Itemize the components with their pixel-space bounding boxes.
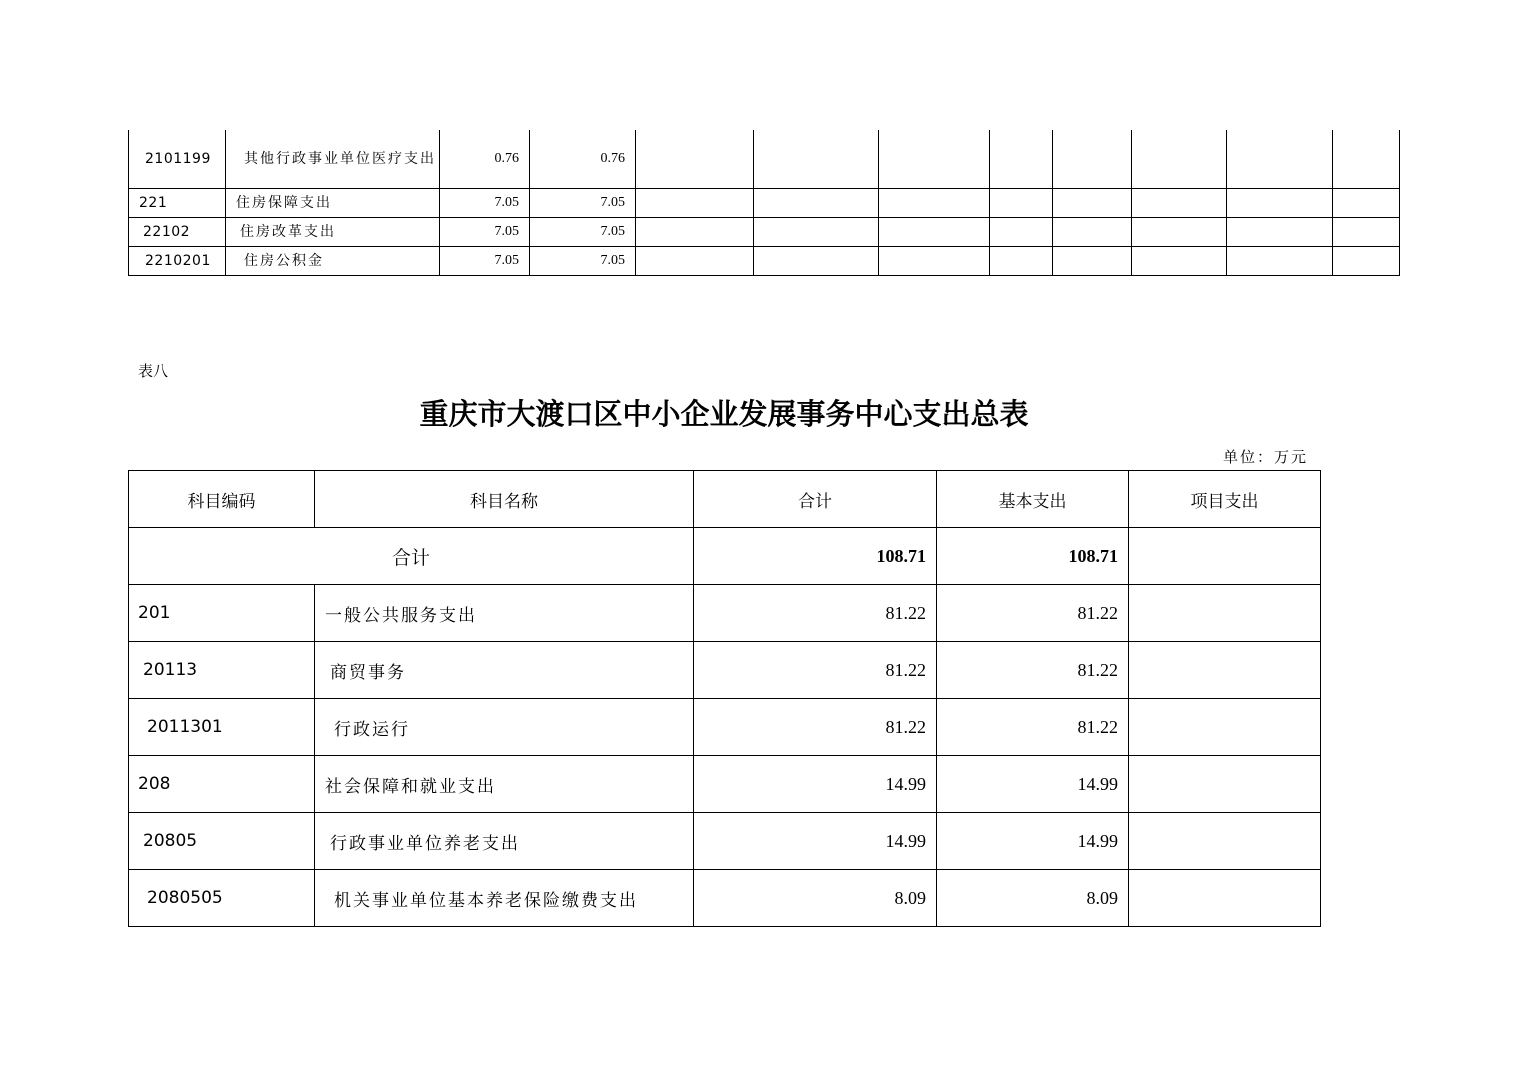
header-code: 科目编码 [129,471,315,528]
row-code: 20805 [129,813,315,870]
row-name: 社会保障和就业支出 [315,756,694,813]
row-name: 机关事业单位基本养老保险缴费支出 [315,870,694,927]
table-row [129,246,1400,275]
row-total: 8.09 [694,870,937,927]
row-total: 81.22 [694,699,937,756]
page-title: 重庆市大渡口区中小企业发展事务中心支出总表 [419,397,1029,431]
row-basic: 7.05 [530,246,636,275]
table-row [129,642,1321,699]
row-basic: 8.09 [937,870,1129,927]
row-total: 0.76 [440,130,530,188]
row-code: 20113 [129,642,315,699]
row-name: 住房公积金 [226,246,440,275]
row-project [1129,813,1321,870]
row-total: 7.05 [440,188,530,217]
row-code: 221 [129,188,226,217]
row-total: 7.05 [440,217,530,246]
row-name: 一般公共服务支出 [315,585,694,642]
continued-expense-table [128,130,1400,276]
header-name: 科目名称 [315,471,694,528]
row-total: 14.99 [694,756,937,813]
row-project [1129,699,1321,756]
row-total: 7.05 [440,246,530,275]
row-total: 81.22 [694,585,937,642]
row-project [1129,585,1321,642]
table-row [129,699,1321,756]
row-total: 81.22 [694,642,937,699]
total-project [1129,528,1321,585]
header-total: 合计 [694,471,937,528]
expense-summary-table [128,470,1321,927]
row-basic: 7.05 [530,217,636,246]
unit-label: 单位：万元 [1222,448,1308,466]
table-row [129,813,1321,870]
header-project: 项目支出 [1129,471,1321,528]
table-row [129,188,1400,217]
row-project [1129,870,1321,927]
row-total: 14.99 [694,813,937,870]
table-row [129,870,1321,927]
row-code: 2011301 [129,699,315,756]
row-project [1129,756,1321,813]
row-basic: 14.99 [937,813,1129,870]
total-row [129,528,1321,585]
row-code: 22102 [129,217,226,246]
row-name: 住房改革支出 [226,217,440,246]
row-basic: 14.99 [937,756,1129,813]
table-label: 表八 [138,362,169,380]
row-basic: 7.05 [530,188,636,217]
table-row [129,130,1400,188]
row-code: 208 [129,756,315,813]
row-basic: 81.22 [937,585,1129,642]
row-code: 2101199 [129,130,226,188]
table-row [129,585,1321,642]
table-row [129,756,1321,813]
row-code: 201 [129,585,315,642]
row-code: 2210201 [129,246,226,275]
row-name: 住房保障支出 [226,188,440,217]
total-basic: 108.71 [937,528,1129,585]
header-row [129,471,1321,528]
row-name: 其他行政事业单位医疗支出 [226,130,440,188]
table-row [129,217,1400,246]
row-name: 商贸事务 [315,642,694,699]
row-name: 行政运行 [315,699,694,756]
row-basic: 81.22 [937,642,1129,699]
row-basic: 0.76 [530,130,636,188]
header-basic: 基本支出 [937,471,1129,528]
row-code: 2080505 [129,870,315,927]
row-name: 行政事业单位养老支出 [315,813,694,870]
row-basic: 81.22 [937,699,1129,756]
total-label: 合计 [129,528,694,585]
row-project [1129,642,1321,699]
total-sum: 108.71 [694,528,937,585]
